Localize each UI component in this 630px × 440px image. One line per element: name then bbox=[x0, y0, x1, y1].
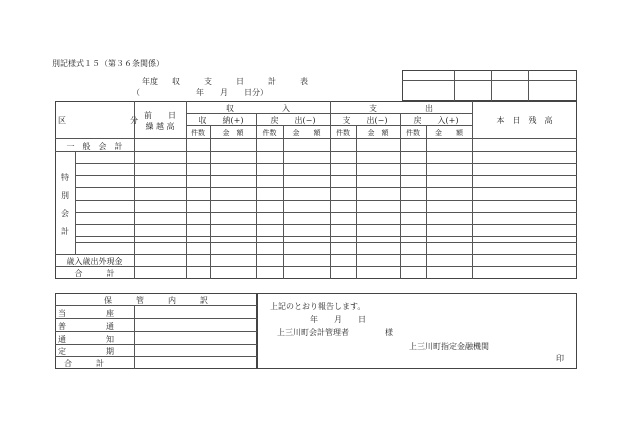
page-title: 収 支 日 計 表 bbox=[172, 77, 308, 86]
custody-item: 普 通 bbox=[58, 322, 114, 331]
amount-header: 金 額 bbox=[435, 129, 463, 137]
custody-header: 保 管 内 訳 bbox=[104, 296, 208, 305]
special-account-char: 会 bbox=[61, 209, 69, 218]
carryover-header: 繰 越 高 bbox=[145, 122, 175, 131]
cash-outside-label: 歳入歳出外現金 bbox=[66, 257, 123, 266]
amount-header: 金 額 bbox=[367, 129, 389, 137]
count-header: 件数 bbox=[406, 129, 420, 137]
amount-header: 金 額 bbox=[222, 129, 244, 137]
fiscal-year-label: 年度 bbox=[142, 77, 158, 86]
report-date: 年 月 日 bbox=[310, 315, 366, 324]
designated-bank: 上三川町指定金融機関 bbox=[409, 342, 489, 351]
report-statement: 上記のとおり報告します。 bbox=[270, 302, 366, 311]
expense-payment-header: 支 出(−) bbox=[342, 116, 388, 125]
income-group-header: 収 入 bbox=[226, 104, 290, 113]
special-account-char: 別 bbox=[61, 191, 69, 200]
custody-item: 通 知 bbox=[58, 335, 114, 344]
form-number: 別記様式１５（第３６条関係） bbox=[52, 59, 164, 68]
count-header: 件数 bbox=[262, 129, 277, 137]
honorific-sama: 様 bbox=[385, 328, 393, 337]
special-account-char: 計 bbox=[61, 227, 69, 236]
income-return-header: 戻 出(−) bbox=[270, 116, 316, 125]
custody-item: 定 期 bbox=[58, 347, 114, 356]
accounting-manager: 上三川町会計管理者 bbox=[277, 328, 349, 337]
special-account-char: 特 bbox=[61, 173, 69, 182]
amount-header: 金 額 bbox=[292, 129, 321, 137]
count-header: 件数 bbox=[191, 129, 205, 137]
date-line: （ 年 月 日分） bbox=[132, 88, 268, 97]
income-receipt-header: 収 納(+) bbox=[198, 116, 244, 125]
prev-day-header: 前 日 bbox=[144, 111, 176, 120]
custody-item: 当 座 bbox=[58, 309, 114, 318]
custody-item: 合 計 bbox=[64, 359, 104, 368]
seal-mark: 印 bbox=[556, 354, 564, 363]
kubun-header: 区 分 bbox=[58, 116, 138, 125]
balance-header: 本 日 残 高 bbox=[496, 116, 553, 125]
expense-return-header: 戻 入(+) bbox=[413, 116, 459, 125]
expense-group-header: 支 出 bbox=[369, 104, 433, 113]
total-label: 合 計 bbox=[74, 269, 115, 278]
count-header: 件数 bbox=[336, 129, 350, 137]
general-account-label: 一 般 会 計 bbox=[66, 142, 123, 151]
